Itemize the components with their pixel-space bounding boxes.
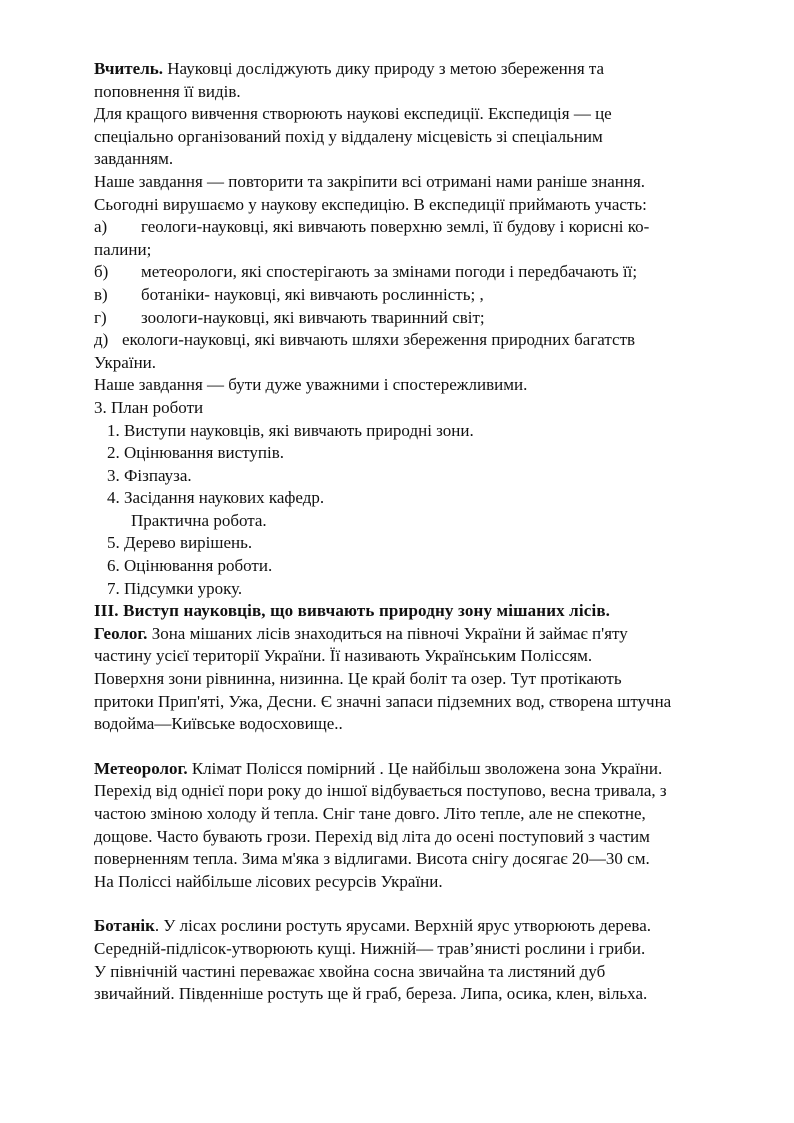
task-line: Наше завдання — бути дуже уважними і спостережливими. — [94, 375, 528, 395]
plan-item: 5. Дерево вирішень. — [107, 533, 253, 553]
plan-item: 6. Оцінювання роботи. — [107, 556, 273, 576]
list-item — [94, 216, 734, 239]
meteorologist-line: дощове. Часто бувають грози. Перехід від літа до осені поступовий з частим — [94, 826, 650, 846]
teacher-line: Науковці досліджують дику природу з метою збереження та — [162, 59, 605, 78]
list-text: зоологи-науковці, які вивчають тваринний світ; — [141, 307, 485, 327]
meteorologist-line: На Поліссі найбільше лісових ресурсів України. — [94, 871, 443, 891]
meteorologist-line: частою зміною холоду й тепла. Сніг тане довго. Літо тепле, але не спекотне, — [94, 804, 646, 823]
list-text: метеорологи, які спостерігають за змінами погоди і передбачають її; — [141, 262, 638, 282]
intro-line: спеціально організований похід у віддалену місцевість зі спеціальним — [94, 126, 603, 146]
intro-paragraph — [94, 103, 734, 216]
meteorologist-paragraph — [94, 758, 734, 894]
list-item — [94, 261, 734, 284]
geologist-paragraph — [94, 623, 734, 736]
intro-line: завданням. — [94, 149, 174, 169]
meteorologist-line: поверненням тепла. Зима м'яка з відлигами. Висота снігу досягає 20—30 см. — [94, 849, 650, 869]
teacher-paragraph — [94, 58, 734, 103]
teacher-label: Вчитель. — [94, 59, 163, 78]
plan-list — [94, 420, 734, 601]
list-marker: в) — [94, 284, 108, 304]
geologist-line: Зона мішаних лісів знаходиться на півночі України й займає п'яту — [147, 623, 628, 643]
document-page — [94, 58, 734, 1006]
list-text: екологи-науковці, які вивчають шляхи збереження природних багатств — [122, 330, 636, 350]
geologist-line: притоки Прип'яті, Ужа, Десни. Є значні запаси підземних вод, створена штучна — [94, 691, 672, 711]
list-text: палини; — [94, 239, 152, 259]
list-marker: а) — [94, 217, 108, 237]
plan-item: 7. Підсумки уроку. — [107, 578, 243, 598]
plan-item: 4. Засідання наукових кафедр. — [107, 488, 325, 508]
intro-line: Для кращого вивчення створюють наукові експедиції. Експедиція — це — [94, 104, 612, 124]
list-item — [94, 352, 734, 375]
list-marker: д) — [94, 330, 109, 350]
intro-line: Наше завдання — повторити та закріпити всі отримані нами раніше знання. — [94, 171, 646, 191]
meteorologist-label: Метеоролог. — [94, 758, 188, 778]
plan-item: 2. Оцінювання виступів. — [107, 443, 284, 463]
list-item — [94, 284, 734, 307]
plan-item: 1. Виступи науковців, які вивчають природні зони. — [107, 420, 474, 440]
botanist-line: Середній-підлісок-утворюють кущі. Нижній— трав’янисті рослини і гриби. — [94, 938, 646, 958]
geologist-label: Геолог. — [94, 623, 148, 643]
geologist-line: частину усієї території України. Її називають Українським Поліссям. — [94, 646, 593, 666]
list-item — [94, 329, 734, 352]
teacher-line: поповнення її видів. — [94, 81, 241, 101]
paragraph-gap — [94, 893, 734, 915]
botanist-paragraph — [94, 915, 734, 1005]
plan-title: 3. План роботи — [94, 397, 204, 417]
botanist-line: У північній частині переважає хвойна сосна звичайна та листяний дуб — [94, 961, 606, 981]
section-heading: ІІІ. Виступ науковців, що вивчають природну зону мішаних лісів. — [94, 601, 611, 621]
list-item — [94, 307, 734, 330]
plan-sub-item: Практична робота. — [131, 510, 267, 530]
list-text: ботаніки- науковці, які вивчають рослинність; , — [141, 284, 484, 304]
geologist-line: водойма—Київське водосховище.. — [94, 714, 343, 734]
paragraph-gap — [94, 736, 734, 758]
list-text: геологи-науковці, які вивчають поверхню землі, її будову і корисні ко- — [141, 217, 650, 237]
list-text: України. — [94, 352, 157, 372]
plan-item: 3. Фізпауза. — [107, 465, 192, 485]
list-item — [94, 239, 734, 262]
botanist-label: Ботанік — [94, 916, 155, 936]
geologist-line: Поверхня зони рівнинна, низинна. Це край боліт та озер. Тут протікають — [94, 669, 622, 689]
participants-list — [94, 216, 734, 374]
botanist-line: . У лісах рослини ростуть ярусами. Верхній ярус утворюють дерева. — [154, 916, 652, 936]
list-marker: б) — [94, 262, 109, 282]
list-marker: г) — [94, 307, 107, 327]
intro-line: Сьогодні вирушаємо у наукову експедицію. В експедиції приймають участь: — [94, 194, 647, 214]
botanist-line: звичайний. Південніше ростуть ще й граб, береза. Липа, осика, клен, вільха. — [94, 984, 648, 1004]
meteorologist-line: Перехід від однієї пори року до іншої відбувається поступово, весна тривала, з — [94, 781, 667, 801]
meteorologist-line: Клімат Полісся помірний . Це найбільш зволожена зона України. — [187, 758, 663, 778]
